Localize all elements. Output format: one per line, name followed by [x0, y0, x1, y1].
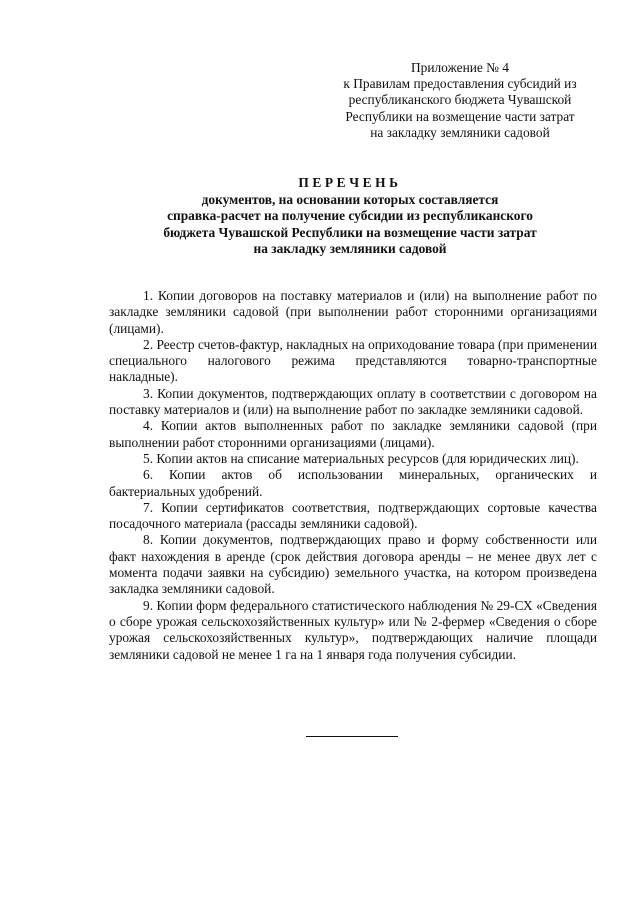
document-subtitle-line-3: бюджета Чувашской Республики на возмещение части затрат: [163, 224, 537, 240]
list-item-9: 9. Копии форм федерального статистического наблюдения № 29-СХ «Сведения о сборе урожая сельскохозяйственных культур» или № 2-фермер «Сведения о сборе урожая сельскохозяйственных культур», подтверждающих наличие площади земляники садовой не менее 1 га на 1 января года получения субсидии.: [109, 597, 597, 662]
document-title-block: [100, 175, 600, 257]
appendix-line-5: на закладку земляники садовой: [370, 124, 550, 140]
appendix-line-1: Приложение № 4: [410, 60, 510, 75]
appendix-reference: [330, 60, 590, 141]
appendix-line-2: к Правилам предоставления субсидий из: [343, 76, 577, 92]
list-item-8: 8. Копии документов, подтверждающих право и форму собственности или факт нахождения в аренде (срок действия договора аренды – не менее двух лет с момента подачи заявки на субсидию) земельного участка, на котором произведена закладка земляники садовой.: [109, 532, 597, 597]
list-item-1: 1. Копии договоров на поставку материалов и (или) на выполнение работ по закладке земляники садовой (при выполнении работ сторонними организациями (лицами).: [109, 288, 597, 336]
list-item-4: 4. Копии актов выполненных работ по закладке земляники садовой (при выполнении работ сторонними организациями (лицами).: [109, 418, 597, 450]
list-item-2: 2. Реестр счетов-фактур, накладных на оприходование товара (при применении специального налогового режима представляются товарно-транспортные накладные).: [109, 336, 597, 385]
document-subtitle-line-2: справка-расчет на получение субсидии из республиканского: [167, 208, 533, 224]
appendix-line-3: республиканского бюджета Чувашской: [348, 92, 572, 108]
closing-separator-line: [306, 736, 398, 737]
list-item-3: 3. Копии документов, подтверждающих оплату в соответствии с договором на поставку материалов и (или) на выполнение работ по закладке земляники садовой.: [109, 385, 597, 418]
document-subtitle-line-1: документов, на основании которых составляется: [201, 192, 499, 208]
document-heading: ПЕРЕЧЕНЬ: [298, 175, 402, 190]
document-subtitle-line-4: на закладку земляники садовой: [253, 240, 447, 256]
documents-list: [109, 288, 597, 663]
list-item-6: 6. Копии актов об использовании минеральных, органических и бактериальных удобрений.: [109, 467, 597, 499]
list-item-7: 7. Копии сертификатов соответствия, подтверждающих сортовые качества посадочного материала (рассады земляники садовой).: [109, 499, 597, 532]
appendix-line-4: Республики на возмещение части затрат: [345, 108, 575, 124]
list-item-5: 5. Копии актов на списание материальных ресурсов (для юридических лиц).: [143, 450, 579, 466]
